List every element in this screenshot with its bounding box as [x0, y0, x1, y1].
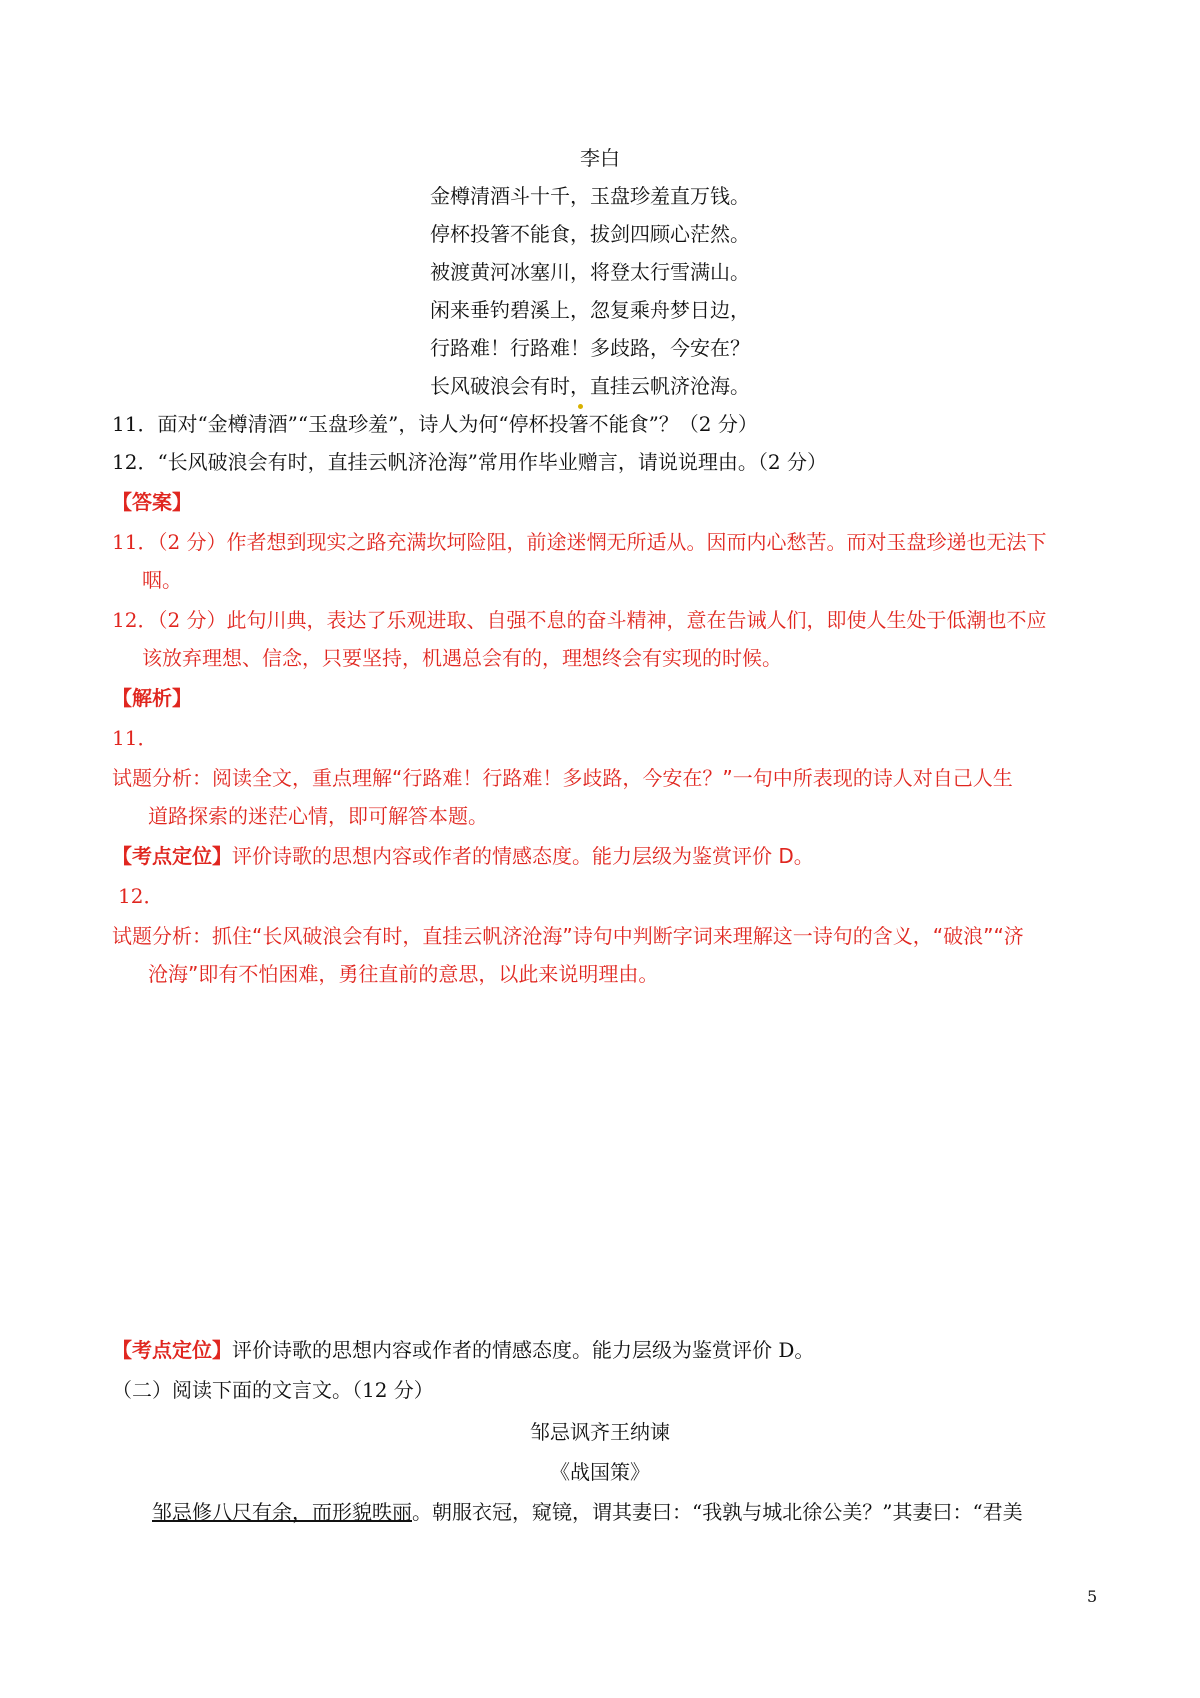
section-2-source: 《战国策》 [550, 1460, 650, 1484]
first-line-rest: 。朝服衣冠，窥镜，谓其妻曰：“我孰与城北徐公美？”其妻曰：“君美 [412, 1500, 1023, 1524]
analysis-12-line-1: 试题分析：抓住“长风破浪会有时，直挂云帆济沧海”诗句中判断字词来理解这一诗句的含义，“破浪”“济 [112, 924, 1024, 948]
poem-line: 被渡黄河冰塞川，将登太行雪满山。 [430, 260, 750, 284]
underlined-sentence: 邹忌修八尺有余，而形貌昳丽 [152, 1500, 412, 1524]
section-2-title: 邹忌讽齐王纳谏 [530, 1420, 670, 1444]
analysis-12-line-2: 沧海”即有不怕困难，勇往直前的意思，以此来说明理由。 [148, 962, 659, 986]
kaodian-1 [112, 841, 814, 871]
question-11: 11．面对“金樽清酒”“玉盘珍羞”，诗人为何“停杯投箸不能食”？（2 分） [112, 412, 758, 436]
answer-12-line-1: 12．（2 分）此句川典，表达了乐观进取、自强不息的奋斗精神，意在告诫人们，即使人生处于低潮也不应 [112, 608, 1047, 632]
answer-11-line-2: 咽。 [142, 568, 182, 592]
kaodian-1-text: 评价诗歌的思想内容或作者的情感态度。能力层级为鉴赏评价 D。 [232, 844, 814, 868]
answer-11-line-1: 11．（2 分）作者想到现实之路充满坎坷险阻，前途迷惘无所适从。因而内心愁苦。而对玉盘珍递也无法下 [112, 530, 1047, 554]
question-12: 12．“长风破浪会有时，直挂云帆济沧海”常用作毕业赠言，请说说理由。（2 分） [112, 450, 827, 474]
analysis-heading: 【解析】 [112, 686, 192, 710]
analysis-11-line-1: 试题分析：阅读全文，重点理解“行路难！行路难！多歧路，今安在？”一句中所表现的诗人对自己人生 [112, 766, 1013, 790]
page-number: 5 [1087, 1587, 1098, 1606]
kaodian-2-text: 评价诗歌的思想内容或作者的情感态度。能力层级为鉴赏评价 D。 [232, 1338, 815, 1362]
poem-line: 长风破浪会有时，直挂云帆济沧海。 [430, 374, 750, 398]
answer-12-line-2: 该放弃理想、信念，只要坚持，机遇总会有的，理想终会有实现的时候。 [142, 646, 782, 670]
section-2-heading: （二）阅读下面的文言文。（12 分） [112, 1378, 434, 1402]
kaodian-1-tag: 【考点定位】 [112, 844, 232, 868]
poem-line: 行路难！行路难！多歧路，今安在？ [430, 336, 750, 360]
kaodian-2 [112, 1335, 814, 1365]
analysis-11-number: 11． [112, 726, 158, 750]
poem-line: 闲来垂钓碧溪上，忽复乘舟梦日边， [430, 298, 750, 322]
poem-line: 停杯投箸不能食，拔剑四顾心茫然。 [430, 222, 750, 246]
analysis-11-line-2: 道路探索的迷茫心情，即可解答本题。 [148, 804, 488, 828]
poem-line: 金樽清酒斗十千，玉盘珍羞直万钱。 [430, 184, 750, 208]
answer-heading: 【答案】 [112, 490, 192, 514]
poem-author: 李白 [580, 146, 620, 170]
analysis-12-number: 12． [118, 884, 164, 908]
kaodian-2-tag: 【考点定位】 [112, 1338, 232, 1362]
section-2-first-line [152, 1497, 1023, 1527]
